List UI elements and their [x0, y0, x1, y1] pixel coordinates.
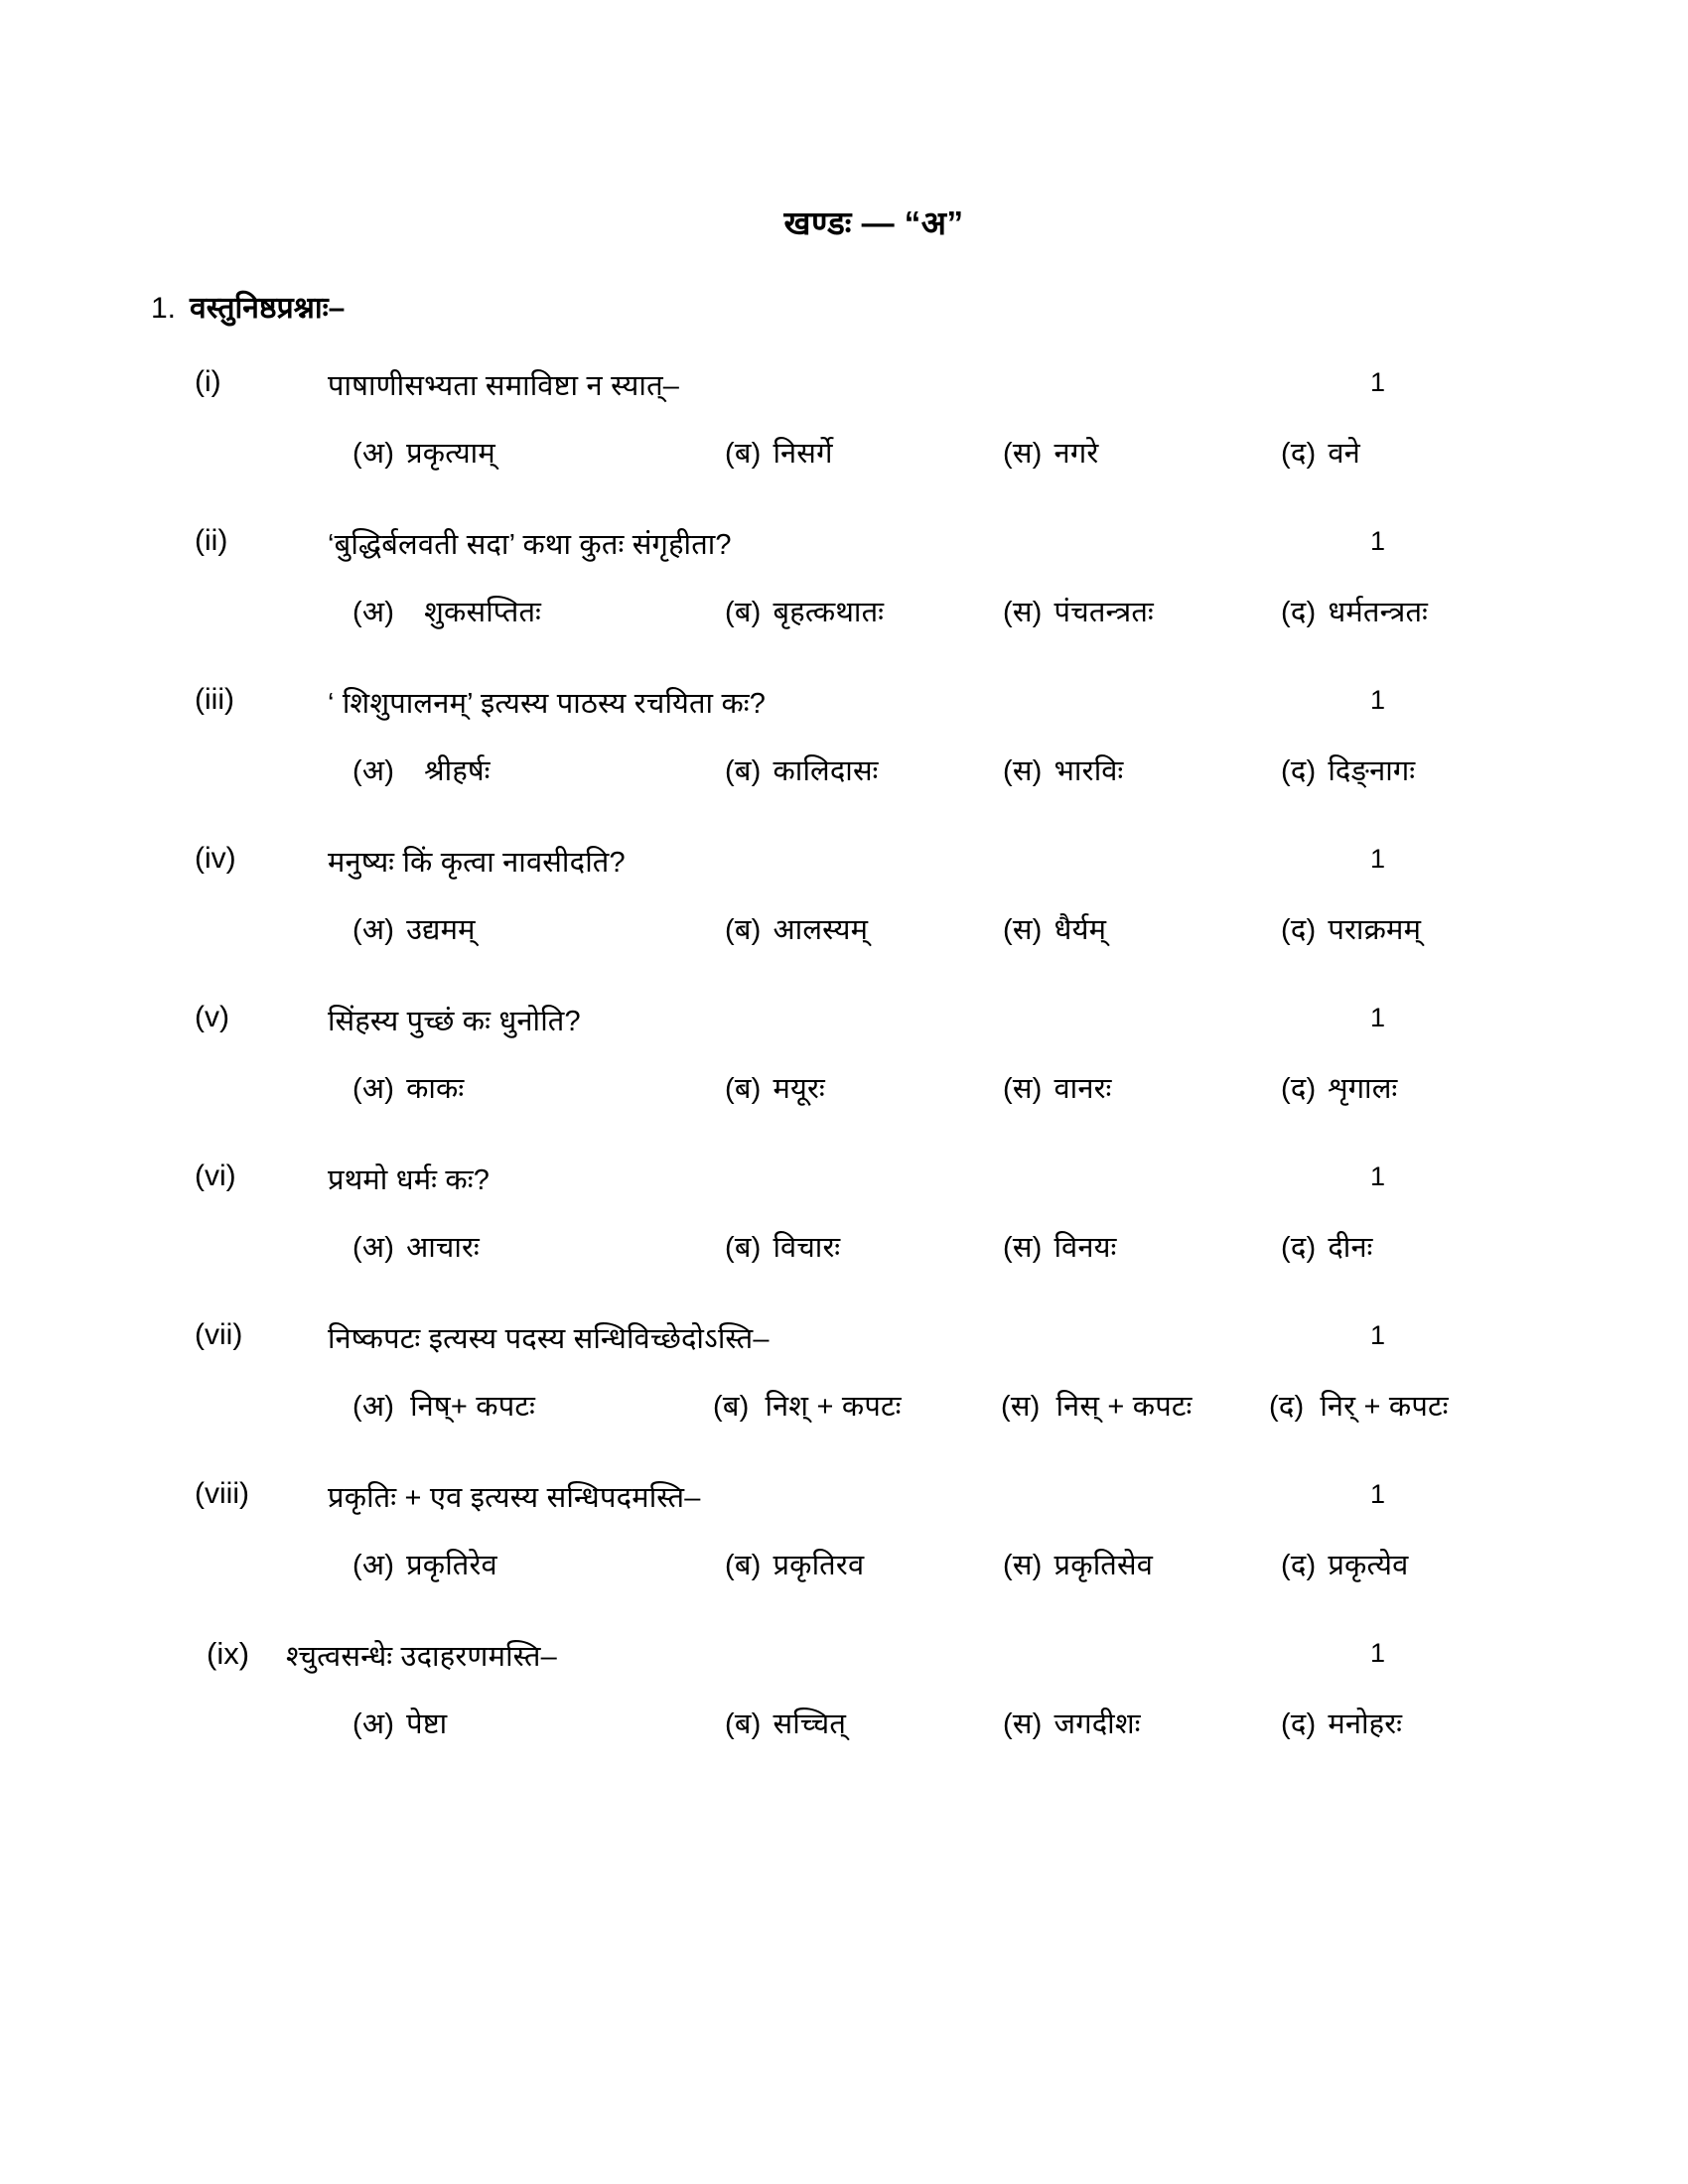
option-text-vi-b: विचारः — [773, 1232, 841, 1264]
option-label-b: (ब) — [713, 1391, 750, 1423]
option-label-c: (स) — [1003, 1708, 1043, 1740]
question-marks-viii: 1 — [1370, 1479, 1386, 1509]
option-text-iv-b: आलस्यम् — [773, 914, 869, 946]
question-marks-v: 1 — [1370, 1003, 1386, 1032]
question-roman-vii: (vii) — [195, 1318, 243, 1351]
option-label-a: (अ) — [352, 1232, 395, 1264]
option-viii-d[interactable] — [1281, 1545, 1408, 1583]
question-roman-ix: (ix) — [207, 1636, 250, 1671]
option-label-a: (अ) — [352, 438, 395, 470]
option-v-a[interactable] — [352, 1068, 464, 1107]
option-text-i-a: प्रकृत्याम् — [406, 438, 495, 470]
option-text-iv-d: पराक्रमम् — [1328, 914, 1422, 946]
option-iii-c[interactable] — [1003, 751, 1123, 789]
option-row-v — [0, 1068, 1688, 1118]
option-row-vi — [0, 1227, 1688, 1277]
question-roman-i: (i) — [195, 365, 221, 398]
option-label-d: (द) — [1281, 1550, 1317, 1581]
option-text-v-d: शृगालः — [1328, 1073, 1398, 1105]
main-question-heading — [151, 286, 345, 327]
option-text-viii-d: प्रकृत्येव — [1328, 1550, 1409, 1581]
main-question-number: 1. — [151, 292, 177, 325]
option-label-c: (स) — [1003, 1232, 1043, 1264]
option-label-b: (ब) — [725, 755, 762, 787]
option-label-d: (द) — [1281, 438, 1317, 470]
question-marks-i: 1 — [1370, 367, 1386, 397]
option-i-b[interactable] — [725, 433, 833, 472]
question-item-iv — [0, 842, 1688, 1001]
option-text-vi-a: आचारः — [406, 1232, 480, 1264]
option-label-a: (अ) — [352, 1073, 395, 1105]
option-text-v-c: वानरः — [1054, 1073, 1112, 1105]
option-iv-a[interactable] — [352, 909, 476, 948]
option-iii-a[interactable] — [352, 751, 491, 789]
option-text-vii-c: निस् + कपटः — [1055, 1391, 1193, 1423]
question-item-v — [0, 1001, 1688, 1160]
option-ix-d[interactable] — [1281, 1704, 1402, 1742]
question-marks-ii: 1 — [1370, 526, 1386, 556]
option-ii-b[interactable] — [725, 592, 884, 630]
option-label-d: (द) — [1281, 1073, 1317, 1105]
option-iv-c[interactable] — [1003, 909, 1106, 948]
option-viii-c[interactable] — [1003, 1545, 1153, 1583]
option-iii-d[interactable] — [1281, 751, 1415, 789]
option-vii-b[interactable] — [713, 1386, 902, 1425]
option-label-d: (द) — [1281, 755, 1317, 787]
option-row-ix — [0, 1704, 1688, 1753]
option-text-v-a: काकः — [406, 1073, 465, 1105]
option-text-vii-a: निष्+ कपटः — [410, 1391, 536, 1423]
option-label-c: (स) — [1003, 914, 1043, 946]
question-item-vi — [0, 1160, 1688, 1318]
question-roman-viii: (viii) — [195, 1477, 249, 1510]
option-text-ix-d: मनोहरः — [1328, 1708, 1403, 1740]
question-marks-vi: 1 — [1370, 1161, 1386, 1191]
question-item-i — [0, 365, 1688, 524]
option-text-ii-a: शुकसप्तितः — [424, 597, 542, 628]
option-label-c: (स) — [1003, 755, 1043, 787]
option-iv-d[interactable] — [1281, 909, 1421, 948]
option-row-iii — [0, 751, 1688, 800]
option-label-b: (ब) — [725, 914, 762, 946]
option-v-d[interactable] — [1281, 1068, 1397, 1107]
option-label-b: (ब) — [725, 1708, 762, 1740]
option-text-v-b: मयूरः — [773, 1073, 825, 1105]
question-item-iii — [0, 683, 1688, 842]
option-text-viii-b: प्रकृतिरव — [773, 1550, 865, 1581]
option-i-d[interactable] — [1281, 433, 1360, 472]
option-label-d: (द) — [1281, 1708, 1317, 1740]
option-label-a: (अ) — [352, 755, 395, 787]
option-vi-d[interactable] — [1281, 1227, 1373, 1266]
question-roman-v: (v) — [195, 1001, 229, 1033]
option-label-c: (स) — [1003, 438, 1043, 470]
question-marks-iii: 1 — [1370, 685, 1386, 715]
option-viii-a[interactable] — [352, 1545, 497, 1583]
option-label-d: (द) — [1281, 914, 1317, 946]
option-label-b: (ब) — [725, 438, 762, 470]
question-item-ix — [0, 1636, 1688, 1795]
option-text-i-b: निसर्गे — [773, 438, 833, 470]
question-marks-iv: 1 — [1370, 844, 1386, 874]
option-text-iv-c: धैर्यम् — [1054, 914, 1107, 946]
option-vii-d[interactable] — [1269, 1386, 1449, 1425]
option-ii-c[interactable] — [1003, 592, 1154, 630]
option-label-c: (स) — [1003, 1550, 1043, 1581]
option-text-vi-c: विनयः — [1054, 1232, 1117, 1264]
option-row-ii — [0, 592, 1688, 641]
option-text-ii-d: धर्मतन्त्रतः — [1328, 597, 1429, 628]
option-vi-c[interactable] — [1003, 1227, 1117, 1266]
option-text-iii-a: श्रीहर्षः — [424, 755, 491, 787]
option-text-vii-b: निश् + कपटः — [765, 1391, 902, 1423]
question-item-vii — [0, 1318, 1688, 1477]
option-text-i-c: नगरे — [1054, 438, 1099, 470]
question-roman-ii: (ii) — [195, 524, 228, 557]
option-viii-b[interactable] — [725, 1545, 864, 1583]
option-v-b[interactable] — [725, 1068, 825, 1107]
option-iii-b[interactable] — [725, 751, 879, 789]
question-text-vi: प्रथमो धर्मः कः? — [328, 1164, 491, 1196]
option-label-a: (अ) — [352, 1391, 395, 1423]
option-vii-a[interactable] — [352, 1386, 535, 1425]
option-text-ix-c: जगदीशः — [1054, 1708, 1141, 1740]
section-heading: खण्डः — “अ” — [783, 205, 964, 241]
option-i-c[interactable] — [1003, 433, 1098, 472]
option-label-a: (अ) — [352, 1550, 395, 1581]
option-ii-d[interactable] — [1281, 592, 1428, 630]
question-roman-iv: (iv) — [195, 842, 236, 875]
option-vii-c[interactable] — [1001, 1386, 1193, 1425]
option-iv-b[interactable] — [725, 909, 868, 948]
option-text-iv-a: उद्यमम् — [406, 914, 476, 946]
option-text-ii-c: पंचतन्त्रतः — [1054, 597, 1154, 628]
option-row-i — [0, 433, 1688, 482]
question-text-iii: ‘ शिशुपालनम्’ इत्यस्य पाठस्य रचयिता कः? — [328, 688, 767, 720]
option-row-viii — [0, 1545, 1688, 1594]
option-text-viii-c: प्रकृतिसेव — [1054, 1550, 1154, 1581]
option-vi-a[interactable] — [352, 1227, 480, 1266]
question-text-i: पाषाणीसभ्यता समाविष्टा न स्यात्– — [328, 370, 680, 402]
question-roman-vi: (vi) — [195, 1160, 236, 1192]
option-text-vi-d: दीनः — [1328, 1232, 1373, 1264]
question-text-vii: निष्कपटः इत्यस्य पदस्य सन्धिविच्छेदोऽस्ति– — [328, 1323, 770, 1355]
option-text-iii-c: भारविः — [1054, 755, 1124, 787]
option-ix-b[interactable] — [725, 1704, 846, 1742]
option-text-ix-b: सच्चित् — [773, 1708, 847, 1740]
option-label-b: (ब) — [725, 1073, 762, 1105]
option-label-c: (स) — [1003, 1073, 1043, 1105]
option-label-c: (स) — [1003, 597, 1043, 628]
option-row-vii — [0, 1386, 1688, 1435]
option-label-a: (अ) — [352, 1708, 395, 1740]
question-text-v: सिंहस्य पुच्छं कः धुनोति? — [328, 1006, 581, 1037]
option-label-d: (द) — [1281, 1232, 1317, 1264]
option-text-iii-d: दिङ्नागः — [1328, 755, 1416, 787]
option-ii-a[interactable] — [352, 592, 541, 630]
option-ix-a[interactable] — [352, 1704, 447, 1742]
option-text-i-d: वने — [1328, 438, 1360, 470]
option-i-a[interactable] — [352, 433, 495, 472]
main-question-text: वस्तुनिष्ठप्रश्नाः– — [190, 292, 346, 325]
question-text-viii: प्रकृतिः + एव इत्यस्य सन्धिपदमस्ति– — [328, 1482, 701, 1514]
question-marks-ix: 1 — [1370, 1638, 1386, 1668]
option-label-d: (द) — [1281, 597, 1317, 628]
option-v-c[interactable] — [1003, 1068, 1112, 1107]
question-text-ix: श्चुत्वसन्धेः उदाहरणमस्ति– — [286, 1641, 557, 1673]
question-roman-iii: (iii) — [195, 683, 234, 716]
question-text-ii: ‘बुद्धिर्बलवती सदा’ कथा कुतः संगृहीता? — [328, 529, 732, 561]
option-text-ii-b: बृहत्कथातः — [773, 597, 885, 628]
option-ix-c[interactable] — [1003, 1704, 1141, 1742]
option-label-b: (ब) — [725, 597, 762, 628]
question-marks-vii: 1 — [1370, 1320, 1386, 1350]
option-text-ix-a: पेष्टा — [406, 1708, 448, 1740]
option-label-b: (ब) — [725, 1232, 762, 1264]
option-vi-b[interactable] — [725, 1227, 840, 1266]
option-label-d: (द) — [1269, 1391, 1305, 1423]
question-list — [0, 365, 1688, 1795]
option-label-a: (अ) — [352, 597, 395, 628]
option-label-c: (स) — [1001, 1391, 1041, 1423]
option-text-viii-a: प्रकृतिरेव — [406, 1550, 497, 1581]
option-label-b: (ब) — [725, 1550, 762, 1581]
option-row-iv — [0, 909, 1688, 959]
option-label-a: (अ) — [352, 914, 395, 946]
question-item-ii — [0, 524, 1688, 683]
question-text-iv: मनुष्यः किं कृत्वा नावसीदति? — [328, 847, 626, 879]
option-text-iii-b: कालिदासः — [773, 755, 879, 787]
option-text-vii-d: निर् + कपटः — [1320, 1391, 1449, 1423]
question-item-viii — [0, 1477, 1688, 1636]
